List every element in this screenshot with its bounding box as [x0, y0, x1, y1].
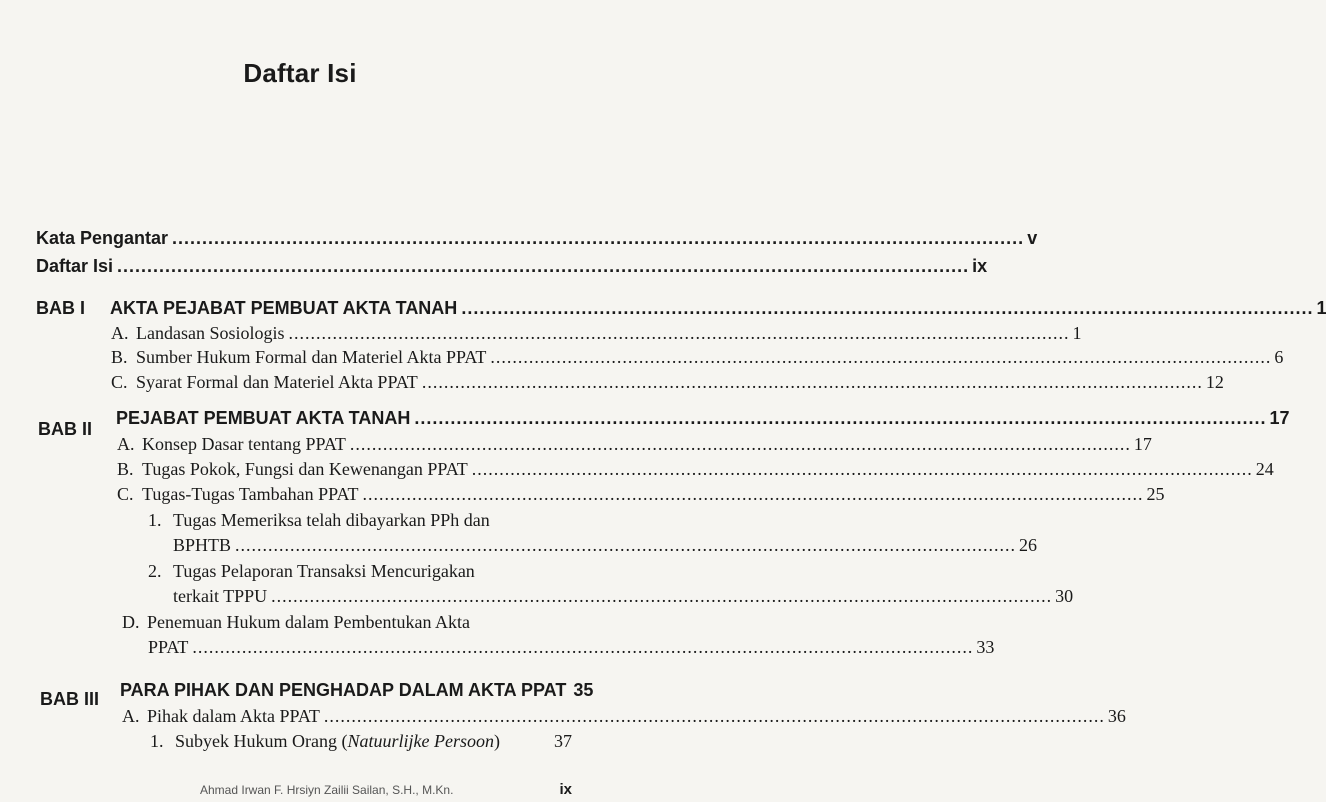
entry-text: Subyek Hukum Orang (: [175, 731, 348, 751]
leader-dots: ..............................................................................................................................................: [461, 298, 1314, 318]
toc-subentry-bab3-1[interactable]: [150, 731, 572, 752]
entry-page: 6: [1274, 347, 1284, 367]
entry-letter: B.: [111, 347, 128, 367]
entry-text: Sumber Hukum Formal dan Materiel Akta PPAT: [136, 347, 487, 367]
toc-entry-daftar-isi[interactable]: [36, 256, 988, 277]
entry-text: BPHTB: [173, 535, 232, 555]
entry-page: 12: [1205, 372, 1224, 392]
entry-text: Pihak dalam Akta PPAT: [147, 706, 320, 726]
leader-dots: ..............................................................................................................................................: [421, 372, 1203, 392]
entry-page: 36: [1107, 706, 1126, 726]
chapter-code: BAB II: [38, 419, 92, 439]
leader-dots: ..............................................................................................................................................: [288, 323, 1070, 343]
entry-text: Konsep Dasar tentang PPAT: [142, 434, 346, 454]
chapter-page: 17: [1269, 408, 1290, 428]
entry-page: 24: [1255, 459, 1274, 479]
entry-text: Tugas Pokok, Fungsi dan Kewenangan PPAT: [142, 459, 468, 479]
entry-letter: C.: [117, 484, 134, 504]
chapter-code: BAB I: [36, 298, 85, 318]
leader-dots: ..............................................................................................................................................: [362, 484, 1144, 504]
entry-page: 25: [1146, 484, 1165, 504]
chapter-heading-bab-2[interactable]: [116, 408, 1290, 429]
chapter-page: 35: [573, 680, 594, 700]
leader-dots: ..............................................................................................................................................: [414, 408, 1267, 428]
entry-number: 1.: [150, 731, 164, 751]
toc-entry-bab1-a[interactable]: [111, 323, 1082, 344]
toc-entry-label: Daftar Isi: [36, 256, 114, 276]
toc-subentry-2-line1[interactable]: [148, 561, 570, 582]
chapter-title: PARA PIHAK DAN PENGHADAP DALAM AKTA PPAT: [120, 680, 567, 700]
toc-subentry-2-line2[interactable]: [173, 586, 1074, 607]
entry-letter: D.: [122, 612, 140, 632]
chapter-page: 1: [1316, 298, 1326, 318]
entry-text-italic: Natuurlijke Persoon: [347, 731, 494, 751]
entry-page: 30: [1055, 586, 1074, 606]
entry-letter: A.: [117, 434, 135, 454]
page-title: Daftar Isi: [243, 58, 357, 88]
leader-dots: ..............................................................................................................................................: [349, 434, 1131, 454]
leader-dots: ..............................................................................................................................................: [235, 535, 1017, 555]
toc-entry-page: v: [1027, 228, 1038, 248]
entry-text: Syarat Formal dan Materiel Akta PPAT: [136, 372, 418, 392]
entry-letter: C.: [111, 372, 128, 392]
toc-entry-bab2-a[interactable]: [117, 434, 1152, 455]
footer-author: Ahmad Irwan F. Hrsiyn Zailii Sailan, S.H., M.Kn.: [200, 783, 454, 797]
entry-number: 1.: [148, 510, 162, 530]
toc-entry-bab1-c[interactable]: [111, 372, 1224, 393]
leader-dots: ..............................................................................................................................................: [271, 586, 1053, 606]
chapter-title: AKTA PEJABAT PEMBUAT AKTA TANAH: [110, 298, 458, 318]
toc-entry-bab1-b[interactable]: [111, 347, 1284, 368]
toc-entry-bab2-b[interactable]: [117, 459, 1274, 480]
leader-dots: ..............................................................................................................................................: [323, 706, 1105, 726]
leader-dots: ..............................................................................................................................................: [471, 459, 1253, 479]
leader-dots: ..............................................................................................................................................: [172, 228, 1025, 248]
toc-entry-label: Kata Pengantar: [36, 228, 169, 248]
entry-text: Landasan Sosiologis: [136, 323, 285, 343]
entry-text: Tugas-Tugas Tambahan PPAT: [142, 484, 359, 504]
toc-subentry-1-line1[interactable]: [148, 510, 570, 531]
footer-page-number: ix: [559, 781, 572, 798]
entry-page: 33: [976, 637, 995, 657]
chapter-heading-bab-3[interactable]: [120, 680, 594, 701]
entry-page: 17: [1133, 434, 1152, 454]
entry-number: 2.: [148, 561, 162, 581]
entry-letter: B.: [117, 459, 134, 479]
leader-dots: ..............................................................................................................................................: [490, 347, 1272, 367]
leader-dots: ..............................................................................................................................................: [192, 637, 974, 657]
entry-page: 37: [554, 731, 572, 751]
entry-text: PPAT: [148, 637, 189, 657]
toc-entry-bab3-a[interactable]: [122, 706, 1126, 727]
chapter-title: PEJABAT PEMBUAT AKTA TANAH: [116, 408, 411, 428]
entry-letter: A.: [111, 323, 129, 343]
toc-entry-bab2-d-line1[interactable]: [122, 612, 570, 633]
chapter-heading-bab-1[interactable]: [110, 298, 1326, 319]
entry-text: Penemuan Hukum dalam Pembentukan Akta: [147, 612, 470, 632]
entry-page: 1: [1072, 323, 1082, 343]
toc-entry-kata-pengantar[interactable]: [36, 228, 1038, 249]
chapter-code: BAB III: [40, 689, 100, 709]
entry-page: 26: [1019, 535, 1038, 555]
toc-subentry-1-line2[interactable]: [173, 535, 1038, 556]
entry-text: Tugas Memeriksa telah dibayarkan PPh dan: [173, 510, 490, 530]
entry-letter: A.: [122, 706, 140, 726]
leader-dots: ..............................................................................................................................................: [117, 256, 970, 276]
toc-entry-bab2-d-line2[interactable]: [148, 637, 995, 658]
toc-entry-bab2-c[interactable]: [117, 484, 1165, 505]
entry-text: terkait TPPU: [173, 586, 268, 606]
entry-text-close: ): [493, 731, 500, 751]
entry-text: Tugas Pelaporan Transaksi Mencurigakan: [173, 561, 475, 581]
toc-entry-page: ix: [972, 256, 988, 276]
